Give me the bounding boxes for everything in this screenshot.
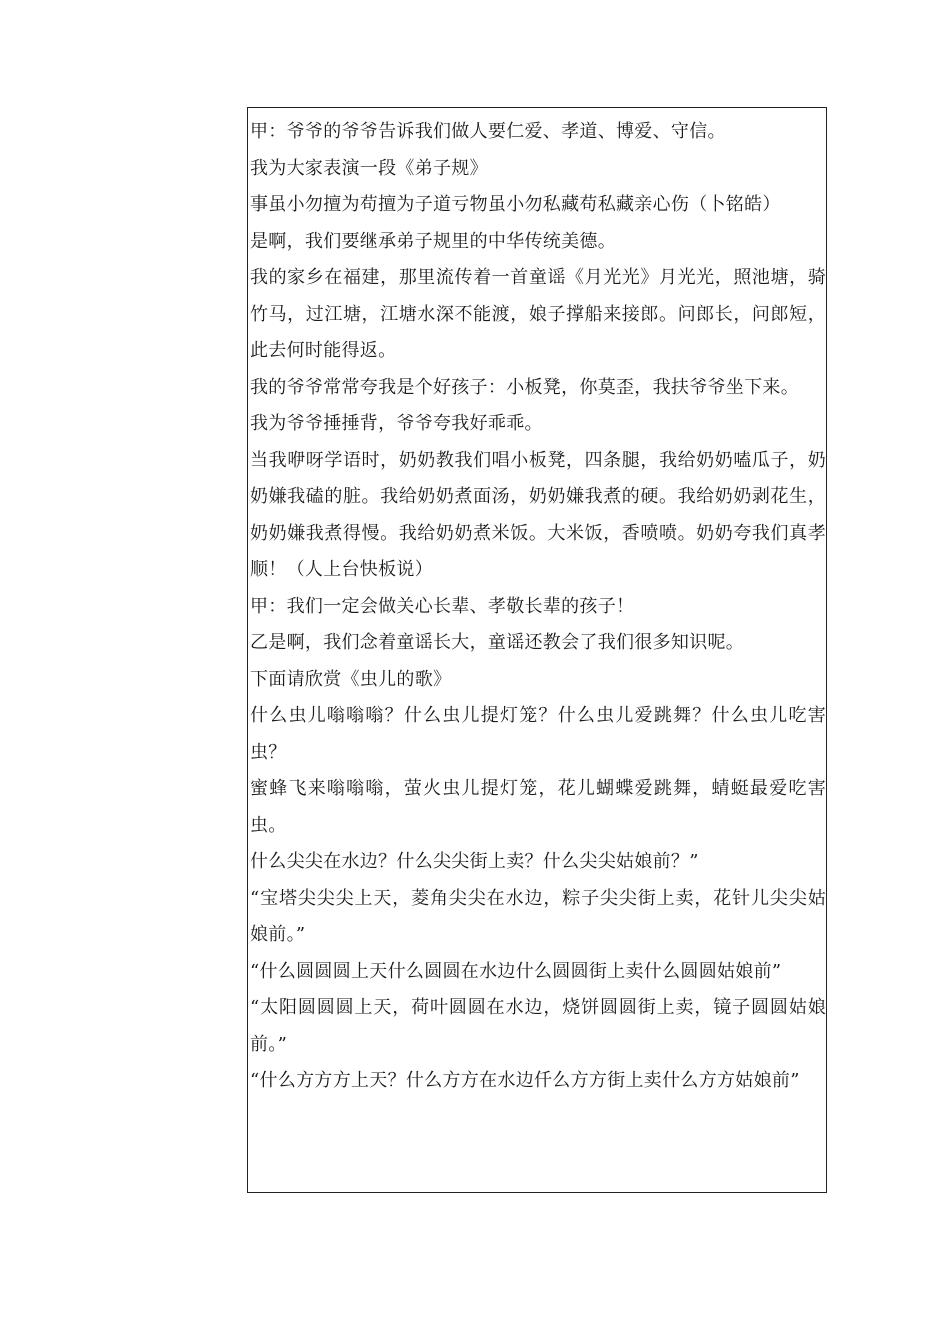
paragraph: 我为大家表演一段《弟子规》	[250, 157, 488, 179]
paragraph: 当我咿呀学语时，奶奶教我们唱小板凳，四条腿，我给奶奶嗑瓜子，奶奶嫌我磕的脏。我给奶奶煮面汤，奶奶嫌我煮的硬。我给奶奶剥花生，奶奶嫌我煮得慢。我给奶奶煮米饭。大米饭，香喷喷。奶奶夸我们真孝顺！（人上台快板说）	[250, 449, 826, 580]
paragraph: 我的爷爷常常夸我是个好孩子：小板凳，你莫歪，我扶爷爷坐下来。	[250, 376, 799, 398]
paragraph: 下面请欣赏《虫儿的歌》	[250, 668, 452, 690]
paragraph: “什么圆圆圆上天什么圆圆在水边什么圆圆街上卖什么圆圆姑娘前”	[250, 960, 782, 982]
paragraph: 什么尖尖在水边？什么尖尖街上卖？什么尖尖姑娘前？”	[250, 851, 699, 872]
paragraph: “什么方方方上天？什么方方在水边仟么方方街上卖什么方方姑娘前”	[250, 1070, 800, 1091]
paragraph: “太阳圆圆圆上天，荷叶圆圆在水边，烧饼圆圆街上卖，镜子圆圆姑娘前。”	[250, 997, 826, 1055]
paragraph: 甲：我们一定会做关心长辈、孝敬长辈的孩子！	[250, 595, 635, 617]
paragraph: 是啊，我们要继承弟子规里的中华传统美德。	[250, 230, 616, 252]
paragraph: 我的家乡在福建，那里流传着一首童谣《月光光》月光光，照池塘，骑竹马，过江塘，江塘水深不能渡，娘子撑船来接郎。问郎长，问郎短，此去何时能得返。	[250, 267, 826, 361]
document-table-cell	[247, 107, 827, 1193]
paragraph: 蜜蜂飞来嗡嗡嗡，萤火虫儿提灯笼，花儿蝴蝶爱跳舞，蜻蜓最爱吃害虫。	[250, 778, 826, 836]
paragraph: 事虽小勿擅为苟擅为子道亏物虽小勿私藏苟私藏亲心伤（卜铭皓）	[250, 194, 781, 215]
paragraph: 乙是啊，我们念着童谣长大，童谣还教会了我们很多知识呢。	[250, 632, 745, 653]
paragraph: 我为爷爷捶捶背，爷爷夸我好乖乖。	[250, 413, 543, 434]
paragraph: “宝塔尖尖尖上天，菱角尖尖在水边，粽子尖尖街上卖，花针儿尖尖姑娘前。”	[250, 887, 826, 945]
paragraph: 什么虫儿嗡嗡嗡？什么虫儿提灯笼？什么虫儿爱跳舞？什么虫儿吃害虫？	[250, 705, 826, 763]
paragraph: 甲：爷爷的爷爷告诉我们做人要仁爱、孝道、博爱、守信。	[250, 121, 726, 142]
